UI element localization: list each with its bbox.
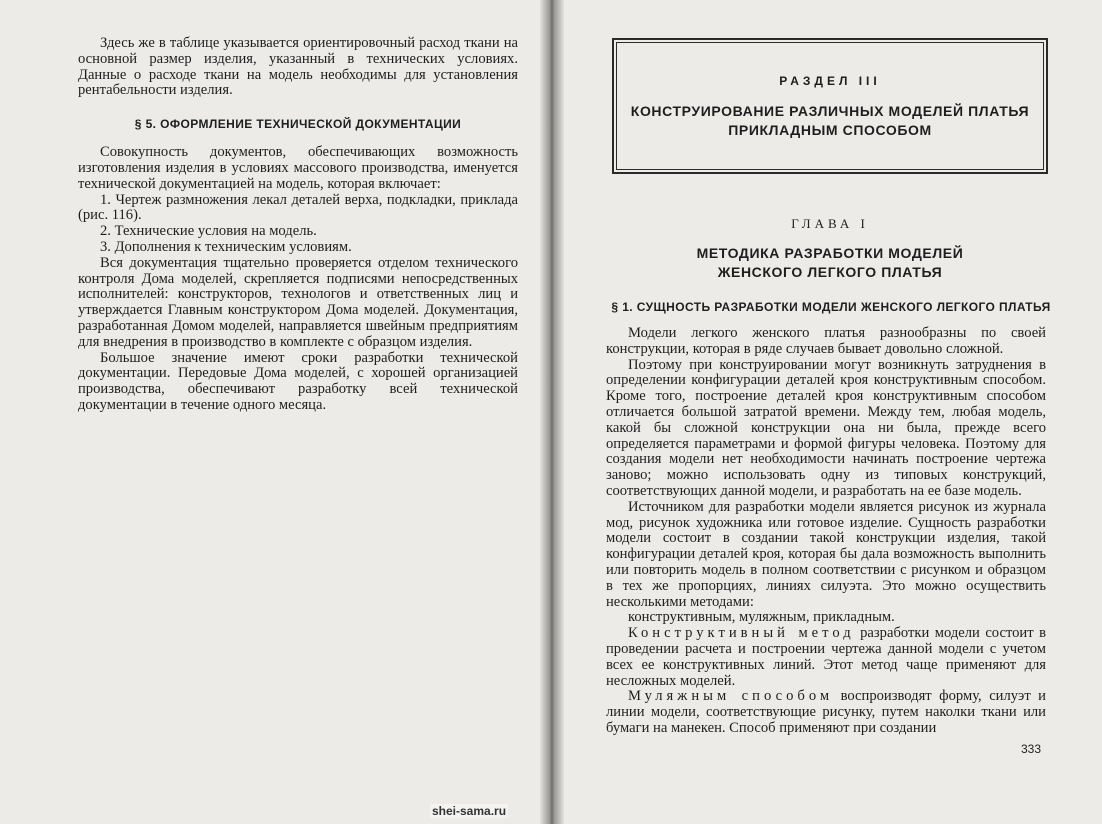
- chapter-label: ГЛАВА I: [791, 216, 869, 231]
- section-title-line-2: ПРИКЛАДНЫМ СПОСОБОМ: [728, 122, 932, 138]
- left-paragraph-1: Совокупность документов, обеспечивающих возможность изготовления изделия в условиях массового производства, именуется технической документацией на модель, которая включает:: [78, 144, 518, 192]
- left-intro-paragraph: Здесь же в таблице указывается ориентировочный расход ткани на основной размер изделия, указанный в технических условиях. Данные о расходе ткани на модель необходимы для установления рентабельности изделия.: [78, 35, 518, 99]
- right-text-block: [606, 326, 1046, 737]
- right-paragraph-3: Источником для разработки модели является рисунок из журнала мод, рисунок художника или готовое изделие. Сущность разработки модели состоит в создании такой конструкции изделия, такой конфигурации деталей кроя, которая бы дала возможность выполнить или повторить модель в полном соответствии с рисунком и образцом в тех же пропорциях, линиях силуэта. Это можно осуществить несколькими методами:: [606, 498, 1046, 610]
- list-item: 2. Технические условия на модель.: [100, 223, 317, 240]
- right-paragraph-2: Поэтому при конструировании могут возникнуть затруднения в определении конфигурации деталей кроя конструктивным способом. Кроме того, построение деталей кроя конструктивным способом отличается большой затратой времени. Между тем, любая модель, какой бы сложной конструкции она ни была, прежде всего определяется параметрами и формой фигуры человека. Поэтому для создания модели нет необходимости начинать построение чертежа заново; можно использовать одну из типовых конструкций, соответствующих данной модели, и разработать на ее базе модель.: [606, 356, 1046, 499]
- left-text-block: [78, 36, 518, 414]
- section-title-line-1: КОНСТРУИРОВАНИЕ РАЗЛИЧНЫХ МОДЕЛЕЙ ПЛАТЬЯ: [630, 103, 1030, 119]
- mock-method-text: воспроизводят форму, силуэт и линии модели, соответствующие рисунку, путем наколки ткани или бумаги на манекен. Способ применяют при создании: [606, 688, 1046, 736]
- left-page: [0, 0, 548, 824]
- list-item: 3. Дополнения к техническим условиям.: [100, 238, 352, 255]
- left-paragraph-2: Вся документация тщательно проверяется отделом технического контроля Дома моделей, скрепляется подписями непосредственных исполнителей: конструкторов, технологов и ответственных лиц и утверждается Главным конструктором Дома моделей. Документация, разработанная Домом моделей, направляется швейным предприятиям для внедрения в производство в комплекте с образцом изделия.: [78, 254, 518, 350]
- mock-method-term: Муляжным способом: [628, 688, 834, 705]
- section-title-box: [612, 38, 1048, 174]
- right-paragraph-1: Модели легкого женского платья разнообразны по своей конструкции, которая в ряде случаев бывает довольно сложной.: [606, 325, 1046, 357]
- constructive-method-term: Конструктивный метод: [628, 625, 855, 642]
- watermark: shei-sama.ru: [432, 804, 507, 818]
- chapter-title-line-1: МЕТОДИКА РАЗРАБОТКИ МОДЕЛЕЙ: [696, 245, 964, 261]
- methods-line: конструктивным, муляжным, прикладным.: [628, 609, 895, 626]
- constructive-method-text: разработки модели состоит в проведении расчета и построении чертежа данной модели с учетом всех ее конструктивных линий. Этот метод чаще применяют для несложных моделей.: [606, 625, 1046, 689]
- right-section-heading: § 1. СУЩНОСТЬ РАЗРАБОТКИ МОДЕЛИ ЖЕНСКОГО ЛЕГКОГО ПЛАТЬЯ: [611, 300, 1051, 314]
- list-item: 1. Чертеж размножения лекал деталей верха, подкладки, приклада (рис. 116).: [78, 191, 518, 224]
- chapter-title: [612, 244, 1048, 282]
- right-paragraph-4: [606, 626, 1046, 689]
- chapter-title-line-2: ЖЕНСКОГО ЛЕГКОГО ПЛАТЬЯ: [717, 264, 943, 280]
- right-page: [556, 0, 1102, 824]
- page-number: 333: [1021, 742, 1042, 756]
- section-title: [614, 102, 1046, 140]
- book-gutter: [540, 0, 564, 824]
- left-paragraph-3: Большое значение имеют сроки разработки технической документации. Передовые Дома моделей, с хорошей организацией производства, обеспечивают разработку всей технической документации в течение одного месяца.: [78, 349, 518, 413]
- right-paragraph-5: [606, 689, 1046, 736]
- left-section-heading: § 5. ОФОРМЛЕНИЕ ТЕХНИЧЕСКОЙ ДОКУМЕНТАЦИИ: [134, 117, 462, 132]
- section-label: РАЗДЕЛ III: [779, 74, 881, 88]
